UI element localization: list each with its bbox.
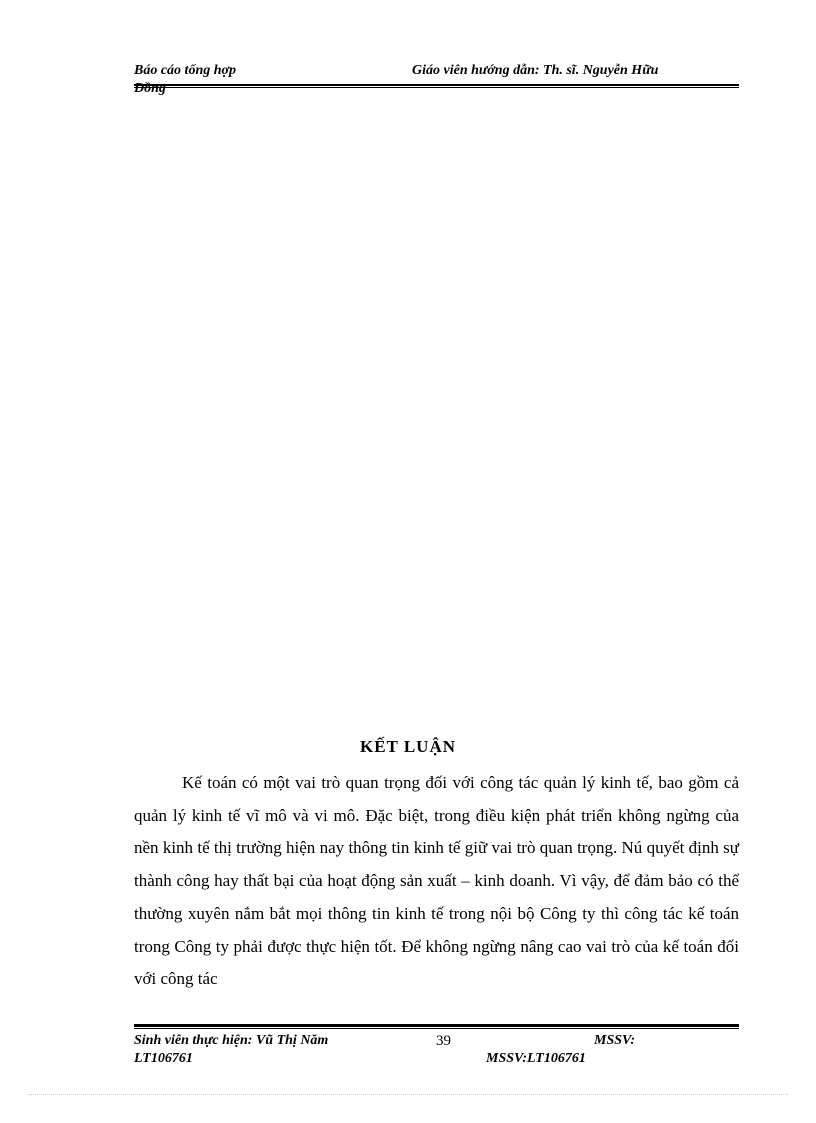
footer-rule [134, 1024, 739, 1029]
section-title: KẾT LUẬN [359, 737, 456, 756]
header-supervisor-wrap: Đồng [134, 81, 166, 96]
header-supervisor: Giáo viên hướng dẫn: Th. sĩ. Nguyễn Hữu [412, 63, 659, 78]
page-number: 39 [436, 1033, 451, 1049]
footer-student-id: LT106761 [134, 1051, 193, 1066]
conclusion-paragraph: Kế toán có một vai trò quan trọng đối với công tác quản lý kinh tế, bao gồm cả quản lý kinh tế vĩ mô và vi mô. Đặc biệt, trong điều kiện phát triển không ngừng của nền kinh tế thị trường hiện nay thông tin kinh tế giữ vai trò quan trọng. Nú quyết định sự thành công hay thất bại của hoạt động sản xuất – kinh doanh. Vì vậy, để đảm bảo có thể thường xuyên nắm bắt mọi thông tin kinh tế trong nội bộ Công ty thì công tác kế toán trong Công ty phải được thực hiện tốt. Để không ngừng nâng cao vai trò của kế toán đối với công tác [134, 773, 739, 989]
page-footer [134, 1024, 739, 1074]
header-report-title: Báo cáo tổng hợp [134, 63, 237, 78]
footer-mssv-full: MSSV:LT106761 [486, 1051, 586, 1066]
page-bottom-divider [28, 1094, 788, 1095]
footer-student-name: Sinh viên thực hiện: Vũ Thị Năm [134, 1033, 329, 1048]
header-rule [134, 84, 739, 88]
conclusion-body [134, 767, 739, 996]
footer-mssv-label: MSSV: [594, 1033, 635, 1048]
page-header [134, 62, 739, 102]
